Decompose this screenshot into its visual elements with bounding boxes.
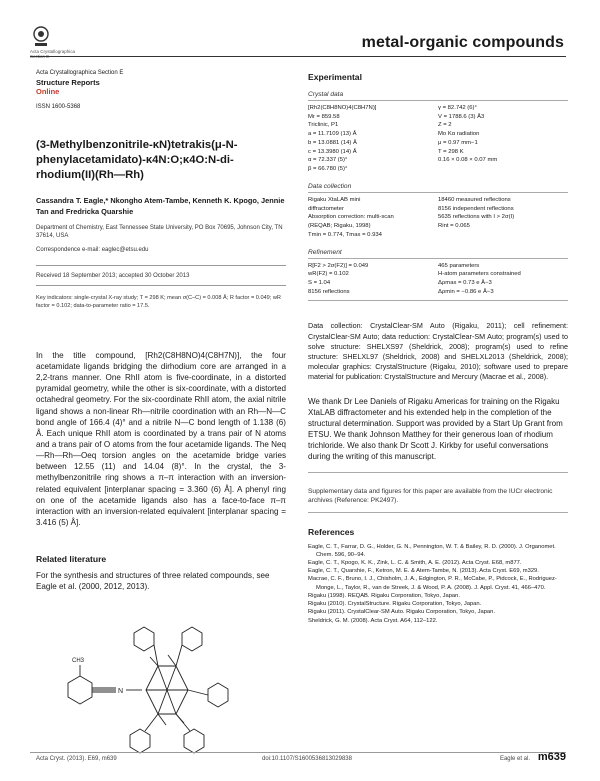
- data-collection-item: Rigaku XtaLAB mini: [308, 196, 361, 203]
- refinement-item: wR(F2) = 0.102: [308, 271, 349, 278]
- header-rule: [30, 56, 566, 57]
- journal-subtitle: Acta Crystallographica Section E: [30, 49, 76, 59]
- affiliation: Department of Chemistry, East Tennessee State University, PO Box 70695, Johnson City, TN 37614, USA: [36, 224, 283, 240]
- section-label: Acta Crystallographica Section E: [36, 70, 124, 76]
- refinement-item: S = 1.04: [308, 280, 331, 287]
- refinement-item: Δρmax = 0.73 e Å−3: [438, 280, 492, 287]
- crystal-data-item: Mr = 859.58: [308, 113, 340, 120]
- crystal-data-item: V = 1788.6 (3) Å3: [438, 113, 485, 120]
- reference-item: Macrae, C. F., Bruno, I. J., Chisholm, J. A., Edgington, P. R., McCabe, P., Pidcock, E., Rodriguez-Monge, L., Taylor, R., van de Streek, J. & Wood, P. A. (2008). J. Appl. Cryst. 41, 466–470.: [308, 576, 557, 591]
- refinement-item: 8156 reflections: [308, 288, 350, 295]
- data-collection-item: diffractometer: [308, 205, 344, 212]
- related-literature-text: For the synthesis and structures of three related compounds, see Eagle et al. (2000, 2012, 2013).: [36, 571, 270, 592]
- running-head: metal-organic compounds: [361, 34, 564, 51]
- crystal-data-item: 0.16 × 0.08 × 0.07 mm: [438, 157, 498, 164]
- refinement-table: [308, 262, 568, 297]
- data-collection-heading: Data collection: [308, 182, 352, 190]
- chemical-scheme: [46, 611, 256, 771]
- crystal-data-item: [Rh2(C8H8NO)4(C8H7N)]: [308, 105, 377, 111]
- data-collection-item: 8156 independent reflections: [438, 205, 514, 212]
- refinement-item: R[F2 > 2σ(F2)] = 0.049: [308, 262, 369, 269]
- authors: Cassandra T. Eagle,* Nkongho Atem-Tambe, Kenneth K. Kpogo, Jennie Tan and Fredricka Quarshie: [36, 196, 285, 217]
- reference-item: Eagle, C. T., Farrar, D. G., Holder, G. N., Pennington, W. T. & Bailey, R. D. (2000). J. Organomet. Chem. 596, 90–94.: [308, 543, 556, 558]
- crystal-data-item: a = 11.7109 (13) Å: [308, 131, 357, 138]
- footer-rule: [30, 752, 566, 753]
- scheme-ch3-label: CH3: [72, 657, 85, 664]
- divider: [308, 192, 568, 193]
- supplementary-note: Supplementary data and figures for this paper are available from the IUCr electronic archives (Reference: PK2497).: [308, 488, 553, 505]
- references-list: [308, 543, 568, 625]
- divider: [308, 100, 568, 101]
- divider: [308, 512, 568, 513]
- divider: [308, 300, 568, 301]
- reference-item: Eagle, C. T., Quarshie, F., Ketron, M. E. & Atem-Tambe, N. (2013). Acta Cryst. E69, m329.: [308, 568, 539, 575]
- data-collection-table: [308, 196, 568, 240]
- key-indicators: Key indicators: single-crystal X-ray study; T = 298 K; mean σ(C–C) = 0.008 Å; R factor = 0.049; wR factor = 0.102; data-to-parameter ratio = 17.5.: [36, 294, 281, 309]
- crystal-data-item: μ = 0.97 mm−1: [438, 139, 478, 146]
- data-collection-item: Absorption correction: multi-scan: [308, 214, 394, 221]
- reference-item: Rigaku (2010). CrystalStructure. Rigaku Corporation, Tokyo, Japan.: [308, 601, 482, 608]
- page-number: m639: [537, 751, 566, 763]
- data-collection-item: Rint = 0.065: [438, 223, 470, 230]
- article-title: (3-Methylbenzonitrile-κN)tetrakis(μ-N-phenylacetamidato)-κ4N:O;κ4O:N-di-rhodium(II)(Rh—Rh): [36, 138, 238, 182]
- reference-item: Eagle, C. T., Kpogo, K. K., Zink, L. C. & Smith, A. E. (2012). Acta Cryst. E68, m877.: [308, 560, 522, 567]
- crystal-data-item: Z = 2: [438, 122, 452, 129]
- reference-item: Rigaku (1998). REQAB. Rigaku Corporation, Tokyo, Japan.: [308, 592, 460, 599]
- data-collection-item: 5635 reflections with I > 2σ(I): [438, 214, 515, 221]
- scheme-n-label: N: [118, 687, 124, 695]
- crystal-data-item: β = 66.780 (5)°: [308, 166, 348, 173]
- crystal-data-table: [308, 104, 568, 174]
- abstract: In the title compound, [Rh2(C8H8NO)4(C8H7N)], the four acetamidate ligands bridging the dirhodium core are arranged in a 2,2-trans manner. One RhII atom is five-coordinate, in a distorted pyramidal geometry, while the other is six-coordinate, with a distorted octahedral geometry. For the six-coordinate RhII atom, the axial nitrile ligand shows a non-linear Rh—nitrile coordination with an Rh—N—C bond angle of 166.4 (4)° and a nitrile N—C bond length of 1.138 (6) Å. Each unique RhII atom is coordinated by a trans pair of N atoms and a trans pair of O atoms from the four acetamide ligands. The Neq—Rh—Rh—Oeq torsion angles on the acetamide bridge varies between 12.55 (11) and 14.04 (8)°. In the crystal, the 3-methylbenzonitrile ring shows a π–π interaction with an inversion-related equivalent [interplanar spacing = 3.360 (6) Å]. A phenyl ring on one of the acetamide ligands also has a face-to-face π–π interaction with an inversion-related equivalent [interplanar spacing = 3.416 (5) Å].: [36, 350, 286, 528]
- data-collection-item: Tmin = 0.774, Tmax = 0.934: [308, 231, 382, 238]
- right-column: [308, 70, 568, 625]
- refinement-item: H-atom parameters constrained: [438, 271, 521, 278]
- footer-doi[interactable]: doi:10.1107/S1600536813029838: [262, 756, 352, 762]
- divider: [36, 265, 286, 266]
- correspondence: Correspondence e-mail: eaglec@etsu.edu: [36, 246, 149, 253]
- data-collection-paragraph: Data collection: CrystalClear-SM Auto (Rigaku, 2011); cell refinement: CrystalClear-SM Auto; data reduction: CrystalClear-SM Auto; program(s) used to solve structure: SHELXS97 (Sheldrick, 2008); program(s) used to refine structure: SHELXL97 (Sheldrick, 2008) and SHELXL2013 (Sheldrick, 2008); molecular graphics: CrystalStructure (Rigaku, 2010); software used to prepare material for publication: CrystalStructure and Mercury (Macrae et al., 2008).: [308, 321, 568, 381]
- crystal-data-item: Triclinic, P1: [308, 122, 339, 129]
- refinement-item: Δρmin = −0.86 e Å−3: [438, 288, 494, 295]
- reference-item: Sheldrick, G. M. (2008). Acta Cryst. A64, 112–122.: [308, 617, 438, 624]
- experimental-heading: Experimental: [308, 72, 362, 82]
- structure-reports-label: Structure Reports: [36, 77, 100, 87]
- crystal-data-item: γ = 82.742 (6)°: [438, 105, 477, 111]
- crystal-data-item: c = 13.3980 (14) Å: [308, 148, 357, 155]
- refinement-item: 465 parameters: [438, 262, 480, 269]
- iucr-logo-icon: [32, 24, 50, 48]
- crystal-data-item: Mo Kα radiation: [438, 131, 480, 138]
- acknowledgement: We thank Dr Lee Daniels of Rigaku Americas for training on the Rigaku XtaLAB diffractometer and his extended help in the completion of the structural determination. Support was provided by a Start Up Grant from ETSU. We thank Johnson Matthey for their generous loan of rhodium trichloride. We also thank Dr Scott J. Kirkby for useful conversations during the writing of this manuscript.: [308, 396, 563, 462]
- data-collection-item: (REQAB; Rigaku, 1998): [308, 223, 371, 230]
- related-literature-heading: Related literature: [36, 554, 107, 565]
- crystal-data-item: α = 72.337 (5)°: [308, 157, 348, 164]
- divider: [308, 258, 568, 259]
- references-heading: References: [308, 526, 355, 537]
- refinement-heading: Refinement: [308, 248, 342, 256]
- divider: [36, 285, 286, 286]
- left-column: [36, 70, 286, 776]
- online-label: Online: [36, 87, 60, 97]
- footer-authors: Eagle et al.: [499, 756, 530, 762]
- crystal-data-heading: Crystal data: [308, 91, 344, 98]
- reference-item: Rigaku (2011). CrystalClear-SM Auto. Rigaku Corporation, Tokyo, Japan.: [308, 609, 495, 616]
- data-collection-item: 18460 measured reflections: [438, 196, 511, 203]
- crystal-data-item: b = 13.0881 (14) Å: [308, 139, 357, 146]
- crystal-data-item: T = 298 K: [438, 148, 464, 155]
- issn: ISSN 1600-5368: [36, 103, 81, 110]
- footer-citation: Acta Cryst. (2013). E69, m639: [36, 756, 117, 762]
- divider: [308, 472, 568, 473]
- received-date: Received 18 September 2013; accepted 30 October 2013: [36, 272, 190, 279]
